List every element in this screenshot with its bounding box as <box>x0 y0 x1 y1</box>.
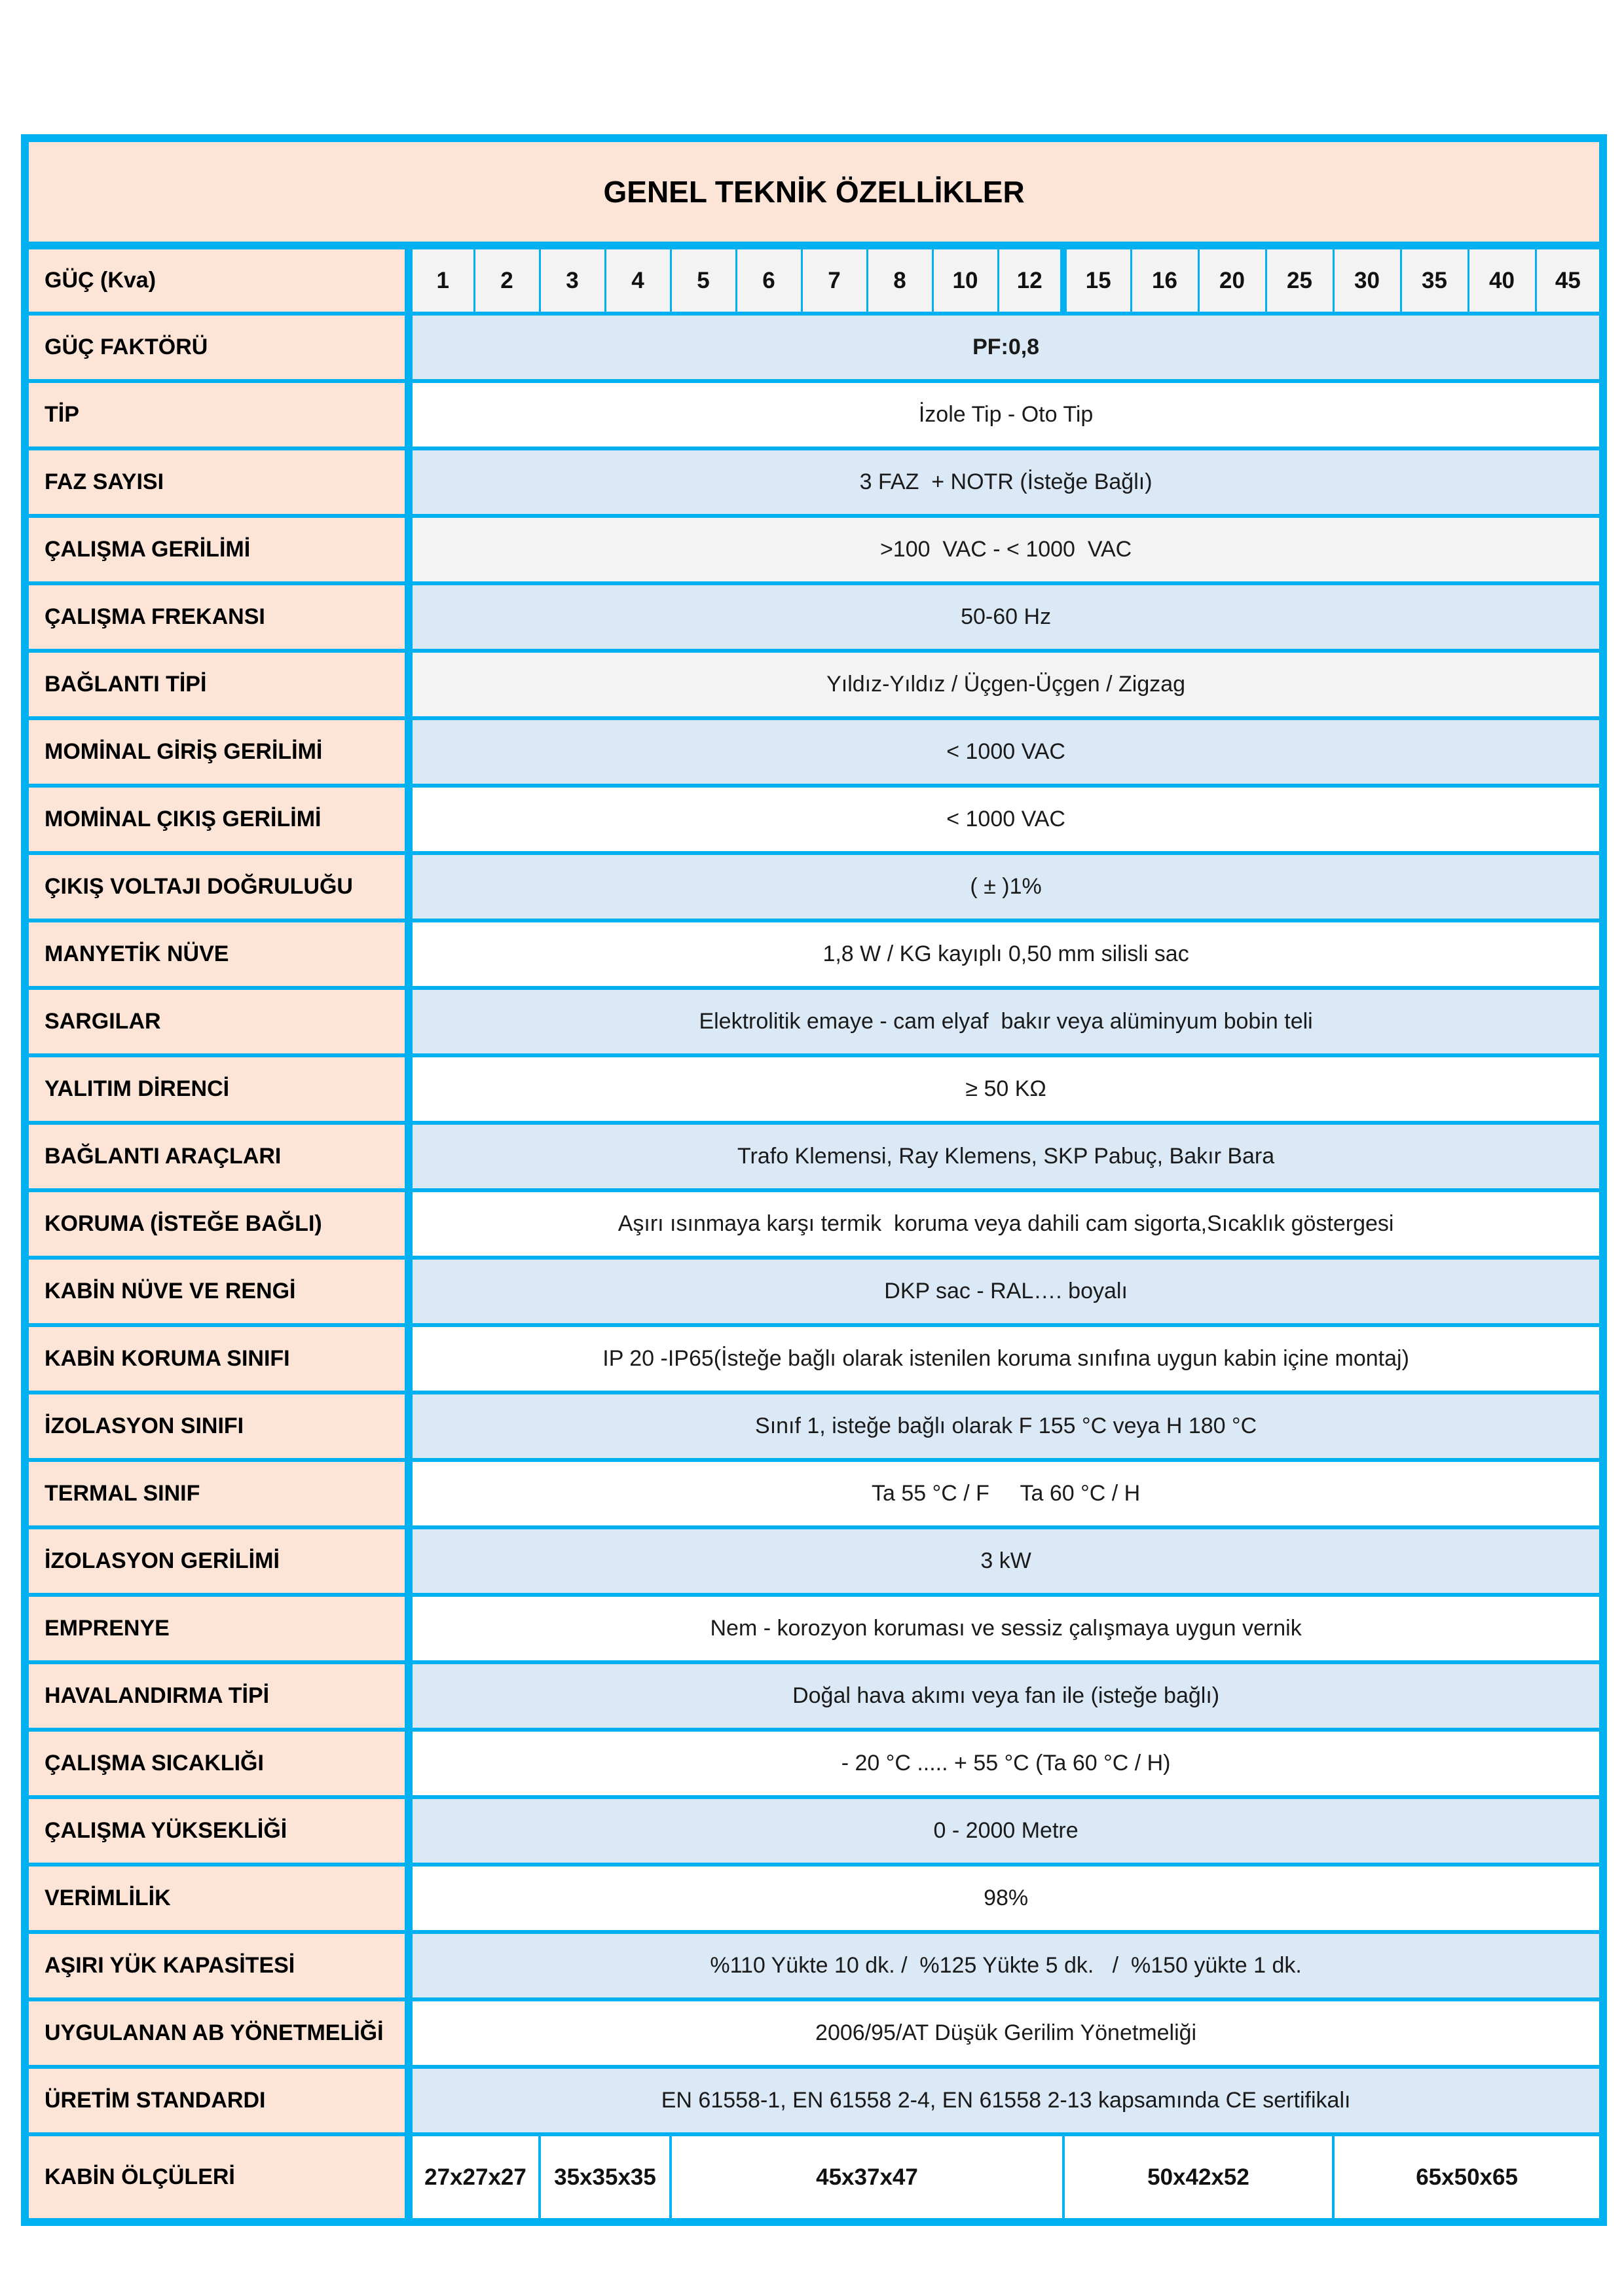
table-row <box>25 381 1603 448</box>
power-col-cell: 12 <box>998 246 1063 314</box>
row-value: IP 20 -IP65(İsteğe bağlı olarak istenilen koruma sınıfına uygun kabin içine montaj) <box>409 1325 1603 1393</box>
row-label: ÇIKIŞ VOLTAJI DOĞRULUĞU <box>25 853 409 920</box>
row-value: DKP sac - RAL…. boyalı <box>409 1258 1603 1325</box>
power-col-cell: 40 <box>1468 246 1536 314</box>
table-row <box>25 1662 1603 1730</box>
power-col-cell: 5 <box>671 246 736 314</box>
row-label: FAZ SAYISI <box>25 448 409 516</box>
table-row <box>25 1123 1603 1190</box>
row-label: TERMAL SINIF <box>25 1460 409 1527</box>
row-label: ÇALIŞMA GERİLİMİ <box>25 516 409 583</box>
row-value: ≥ 50 KΩ <box>409 1055 1603 1123</box>
table-row <box>25 920 1603 988</box>
row-value: 98% <box>409 1865 1603 1932</box>
table-row <box>25 314 1603 381</box>
power-col-cell: 3 <box>540 246 605 314</box>
power-col-cell: 10 <box>932 246 998 314</box>
power-col-cell: 16 <box>1131 246 1198 314</box>
row-value: 50-60 Hz <box>409 583 1603 651</box>
table-row <box>25 1190 1603 1258</box>
table-row <box>25 1865 1603 1932</box>
row-value: %110 Yükte 10 dk. / %125 Yükte 5 dk. / %150 yükte 1 dk. <box>409 1932 1603 1999</box>
table-row <box>25 448 1603 516</box>
row-label: KABİN NÜVE VE RENGİ <box>25 1258 409 1325</box>
table-row <box>25 1595 1603 1662</box>
table-row <box>25 1258 1603 1325</box>
cabinet-size-cell: 50x42x52 <box>1063 2134 1333 2222</box>
row-label: AŞIRI YÜK KAPASİTESİ <box>25 1932 409 1999</box>
row-value: EN 61558-1, EN 61558 2-4, EN 61558 2-13 kapsamında CE sertifikalı <box>409 2067 1603 2134</box>
row-value: < 1000 VAC <box>409 786 1603 853</box>
row-label: VERİMLİLİK <box>25 1865 409 1932</box>
row-value: Aşırı ısınmaya karşı termik koruma veya dahili cam sigorta,Sıcaklık göstergesi <box>409 1190 1603 1258</box>
power-col-cell: 45 <box>1536 246 1603 314</box>
power-col-cell: 15 <box>1063 246 1131 314</box>
row-label: BAĞLANTI TİPİ <box>25 651 409 718</box>
table-row <box>25 1325 1603 1393</box>
row-label: İZOLASYON SINIFI <box>25 1393 409 1460</box>
row-label: KORUMA (İSTEĞE BAĞLI) <box>25 1190 409 1258</box>
table-row <box>25 718 1603 786</box>
row-value: Yıldız-Yıldız / Üçgen-Üçgen / Zigzag <box>409 651 1603 718</box>
row-label: MOMİNAL GİRİŞ GERİLİMİ <box>25 718 409 786</box>
table-row <box>25 516 1603 583</box>
power-col-cell: 35 <box>1401 246 1468 314</box>
row-label: KABİN KORUMA SINIFI <box>25 1325 409 1393</box>
row-label: İZOLASYON GERİLİMİ <box>25 1527 409 1595</box>
power-col-cell: 4 <box>605 246 671 314</box>
row-label: ÇALIŞMA SICAKLIĞI <box>25 1730 409 1797</box>
cabinet-size-cell: 65x50x65 <box>1333 2134 1603 2222</box>
power-col-cell: 6 <box>736 246 802 314</box>
table-row <box>25 1932 1603 1999</box>
row-value: Ta 55 °C / F Ta 60 °C / H <box>409 1460 1603 1527</box>
row-label: YALITIM DİRENCİ <box>25 1055 409 1123</box>
row-value: Elektrolitik emaye - cam elyaf bakır veya alüminyum bobin teli <box>409 988 1603 1055</box>
row-label: MANYETİK NÜVE <box>25 920 409 988</box>
row-value: 0 - 2000 Metre <box>409 1797 1603 1865</box>
table-row <box>25 853 1603 920</box>
power-col-cell: 25 <box>1266 246 1333 314</box>
row-value: İzole Tip - Oto Tip <box>409 381 1603 448</box>
row-value: PF:0,8 <box>409 314 1603 381</box>
power-col-cell: 7 <box>802 246 867 314</box>
row-value: 3 FAZ + NOTR (İsteğe Bağlı) <box>409 448 1603 516</box>
table-row <box>25 138 1603 246</box>
row-label: GÜÇ FAKTÖRÜ <box>25 314 409 381</box>
row-value: ( ± )1% <box>409 853 1603 920</box>
row-label: MOMİNAL ÇIKIŞ GERİLİMİ <box>25 786 409 853</box>
row-label: ÇALIŞMA FREKANSI <box>25 583 409 651</box>
page-title: GENEL TEKNİK ÖZELLİKLER <box>25 138 1603 246</box>
row-label: SARGILAR <box>25 988 409 1055</box>
row-value: 1,8 W / KG kayıplı 0,50 mm silisli sac <box>409 920 1603 988</box>
row-label: UYGULANAN AB YÖNETMELİĞİ <box>25 1999 409 2067</box>
row-value: 2006/95/AT Düşük Gerilim Yönetmeliği <box>409 1999 1603 2067</box>
cabinet-size-cell: 45x37x47 <box>671 2134 1063 2222</box>
power-col-cell: 8 <box>867 246 932 314</box>
power-col-cell: 30 <box>1333 246 1401 314</box>
row-label: ÜRETİM STANDARDI <box>25 2067 409 2134</box>
row-value: 3 kW <box>409 1527 1603 1595</box>
row-label: KABİN ÖLÇÜLERİ <box>25 2134 409 2222</box>
table-row <box>25 786 1603 853</box>
row-value: Nem - korozyon koruması ve sessiz çalışmaya uygun vernik <box>409 1595 1603 1662</box>
row-value: < 1000 VAC <box>409 718 1603 786</box>
row-value: >100 VAC - < 1000 VAC <box>409 516 1603 583</box>
table-row <box>25 988 1603 1055</box>
row-label: ÇALIŞMA YÜKSEKLİĞİ <box>25 1797 409 1865</box>
table-row <box>25 583 1603 651</box>
table-row <box>25 651 1603 718</box>
cabinet-size-cell: 27x27x27 <box>409 2134 540 2222</box>
table-row <box>25 1527 1603 1595</box>
row-value: Sınıf 1, isteğe bağlı olarak F 155 °C veya H 180 °C <box>409 1393 1603 1460</box>
table-row <box>25 1055 1603 1123</box>
cabinet-size-cell: 35x35x35 <box>540 2134 671 2222</box>
table-row <box>25 1999 1603 2067</box>
row-value: Trafo Klemensi, Ray Klemens, SKP Pabuç, Bakır Bara <box>409 1123 1603 1190</box>
row-value: - 20 °C ..... + 55 °C (Ta 60 °C / H) <box>409 1730 1603 1797</box>
table-row <box>25 1730 1603 1797</box>
row-label: BAĞLANTI ARAÇLARI <box>25 1123 409 1190</box>
row-value: Doğal hava akımı veya fan ile (isteğe bağlı) <box>409 1662 1603 1730</box>
table-row <box>25 1460 1603 1527</box>
row-label: EMPRENYE <box>25 1595 409 1662</box>
table-row <box>25 246 1603 314</box>
power-col-cell: 1 <box>409 246 474 314</box>
table-row <box>25 2134 1603 2222</box>
row-label: GÜÇ (Kva) <box>25 246 409 314</box>
table-row <box>25 2067 1603 2134</box>
table-row <box>25 1797 1603 1865</box>
technical-spec-table <box>21 134 1607 2226</box>
row-label: HAVALANDIRMA TİPİ <box>25 1662 409 1730</box>
row-label: TİP <box>25 381 409 448</box>
power-col-cell: 2 <box>474 246 540 314</box>
power-col-cell: 20 <box>1198 246 1266 314</box>
table-row <box>25 1393 1603 1460</box>
